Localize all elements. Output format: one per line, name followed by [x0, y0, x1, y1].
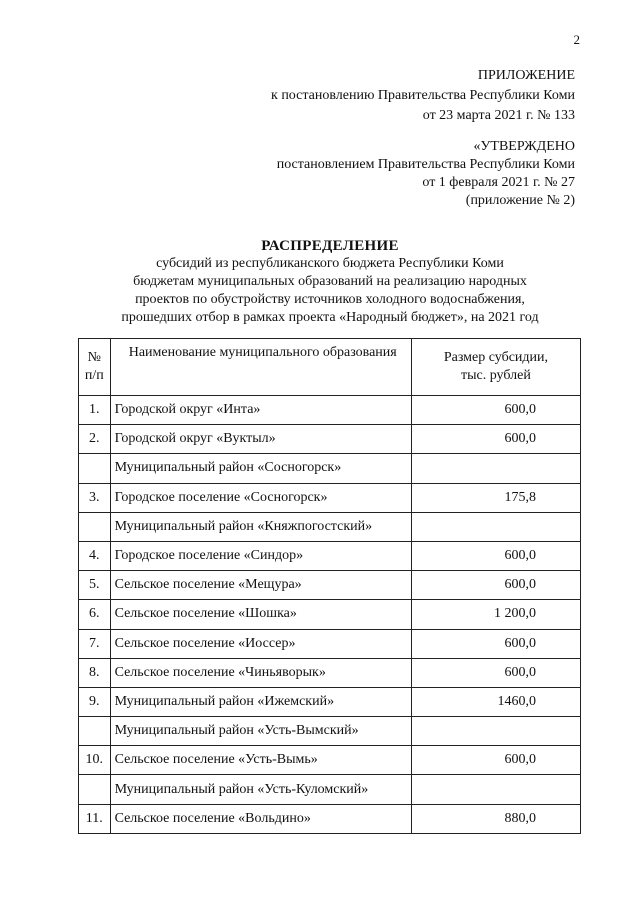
row-name: Городской округ «Инта»: [110, 396, 411, 425]
header-number: [79, 339, 111, 396]
row-name: Сельское поселение «Иоссер»: [110, 629, 411, 658]
row-amount: 600,0: [411, 746, 580, 775]
row-number: 8.: [79, 658, 111, 687]
header-amount-line-1: Размер субсидии,: [443, 350, 549, 365]
row-name: Муниципальный район «Сосногорск»: [110, 454, 411, 483]
table-body: [79, 396, 581, 834]
subsidy-table: [78, 338, 581, 834]
heading-line-2: бюджетам муниципальных образований на реализацию народных: [133, 274, 527, 289]
table-row: [79, 396, 581, 425]
row-name: Городское поселение «Сосногорск»: [110, 483, 411, 512]
row-name: Муниципальный район «Усть-Куломский»: [110, 775, 411, 804]
row-amount: 1 200,0: [411, 600, 580, 629]
row-number: [79, 512, 111, 541]
row-number: 9.: [79, 687, 111, 716]
table-row: [79, 483, 581, 512]
header-number-line-2: п/п: [84, 368, 104, 383]
approved-line-3: (приложение № 2): [465, 193, 575, 208]
row-amount: 600,0: [411, 541, 580, 570]
row-number: 11.: [79, 804, 111, 833]
appendix-title: ПРИЛОЖЕНИЕ: [477, 68, 575, 83]
table-header-row: [79, 339, 581, 396]
row-number: 1.: [79, 396, 111, 425]
row-name: Городское поселение «Синдор»: [110, 541, 411, 570]
row-name: Сельское поселение «Чиньяворык»: [110, 658, 411, 687]
heading-line-4: прошедших отбор в рамках проекта «Народный бюджет», на 2021 год: [121, 310, 539, 325]
row-number: 3.: [79, 483, 111, 512]
row-amount: [411, 717, 580, 746]
header-amount: [411, 339, 580, 396]
appendix-line-1: к постановлению Правительства Республики Коми: [271, 88, 575, 103]
row-name: Сельское поселение «Усть-Вымь»: [110, 746, 411, 775]
table-row: [79, 512, 581, 541]
table-row: [79, 629, 581, 658]
table-row: [79, 746, 581, 775]
row-name: Сельское поселение «Шошка»: [110, 600, 411, 629]
row-name: Муниципальный район «Ижемский»: [110, 687, 411, 716]
document-heading: [40, 237, 620, 327]
row-number: 6.: [79, 600, 111, 629]
row-name: Муниципальный район «Княжпогостский»: [110, 512, 411, 541]
heading-line-3: проектов по обустройству источников холодного водоснабжения,: [135, 292, 525, 307]
table-row: [79, 454, 581, 483]
row-amount: [411, 454, 580, 483]
approved-title: «УТВЕРЖДЕНО: [473, 139, 575, 154]
row-number: 4.: [79, 541, 111, 570]
row-amount: [411, 512, 580, 541]
row-number: 7.: [79, 629, 111, 658]
table-row: [79, 541, 581, 570]
approved-block: [277, 138, 575, 210]
table-row: [79, 717, 581, 746]
row-amount: 880,0: [411, 804, 580, 833]
header-amount-line-2: тыс. рублей: [461, 368, 531, 383]
row-name: Сельское поселение «Мещура»: [110, 571, 411, 600]
row-amount: 600,0: [411, 629, 580, 658]
row-name: Муниципальный район «Усть-Вымский»: [110, 717, 411, 746]
heading-line-1: субсидий из республиканского бюджета Республики Коми: [156, 256, 504, 271]
row-amount: [411, 775, 580, 804]
row-amount: 600,0: [411, 425, 580, 454]
row-number: 2.: [79, 425, 111, 454]
row-amount: 600,0: [411, 396, 580, 425]
appendix-block: [271, 66, 575, 126]
row-number: [79, 717, 111, 746]
row-amount: 600,0: [411, 571, 580, 600]
header-number-line-1: №: [87, 350, 101, 365]
row-amount: 175,8: [411, 483, 580, 512]
appendix-line-2: от 23 марта 2021 г. № 133: [422, 108, 575, 123]
row-number: [79, 775, 111, 804]
row-name: Сельское поселение «Вольдино»: [110, 804, 411, 833]
table-row: [79, 687, 581, 716]
table-row: [79, 775, 581, 804]
approved-line-2: от 1 февраля 2021 г. № 27: [422, 175, 575, 190]
table-row: [79, 571, 581, 600]
table-row: [79, 425, 581, 454]
table-row: [79, 658, 581, 687]
table-row: [79, 804, 581, 833]
page-number: 2: [573, 32, 580, 47]
table-row: [79, 600, 581, 629]
row-name: Городской округ «Вуктыл»: [110, 425, 411, 454]
row-number: 5.: [79, 571, 111, 600]
row-number: [79, 454, 111, 483]
header-name: Наименование муниципального образования: [110, 339, 411, 396]
row-number: 10.: [79, 746, 111, 775]
approved-line-1: постановлением Правительства Республики Коми: [276, 157, 575, 172]
row-amount: 600,0: [411, 658, 580, 687]
document-title: РАСПРЕДЕЛЕНИЕ: [261, 238, 399, 254]
row-amount: 1460,0: [411, 687, 580, 716]
